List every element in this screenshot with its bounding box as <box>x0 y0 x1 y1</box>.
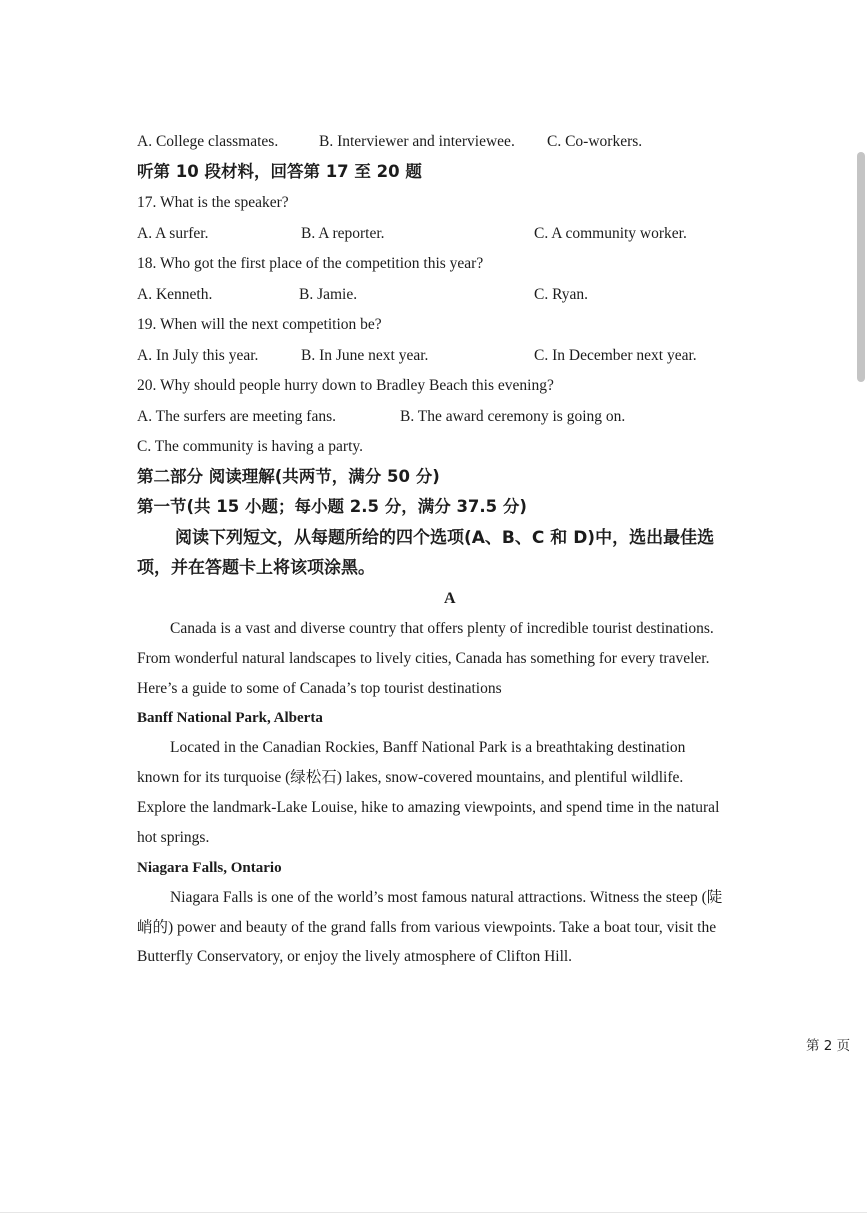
page-number: 第 2 页 <box>806 1038 851 1054</box>
q16-option-a: A. College classmates. <box>137 133 279 150</box>
intro-line-2: From wonderful natural landscapes to lively cities, Canada has something for every traveler. <box>137 650 710 667</box>
banff-line-1: Located in the Canadian Rockies, Banff National Park is a breathtaking destination <box>170 739 686 756</box>
q17-stem: 17. What is the speaker? <box>137 194 289 211</box>
q16-option-c: C. Co-workers. <box>547 133 643 150</box>
niagara-line-2: 峭的) power and beauty of the grand falls from various viewpoints. Take a boat tour, visit the <box>137 919 717 936</box>
q19-stem: 19. When will the next competition be? <box>137 316 382 333</box>
niagara-title: Niagara Falls, Ontario <box>137 860 282 876</box>
q17-option-b: B. A reporter. <box>301 225 385 242</box>
banff-title: Banff National Park, Alberta <box>137 710 323 726</box>
q17-option-c: C. A community worker. <box>534 225 687 242</box>
q17-option-a: A. A surfer. <box>137 225 209 242</box>
intro-line-3: Here’s a guide to some of Canada’s top tourist destinations <box>137 680 502 697</box>
instructions-line-1: 阅读下列短文，从每题所给的四个选项(A、B、C 和 D)中，选出最佳选 <box>175 528 715 548</box>
page-bottom-divider <box>0 1212 867 1213</box>
part-2-heading: 第二部分 阅读理解(共两节，满分 50 分) <box>137 467 440 486</box>
q20-option-c: C. The community is having a party. <box>137 438 364 455</box>
q18-option-b: B. Jamie. <box>299 286 358 303</box>
banff-line-4: hot springs. <box>137 829 210 846</box>
q18-stem: 18. Who got the first place of the competition this year? <box>137 255 484 272</box>
niagara-line-3: Butterfly Conservatory, or enjoy the lively atmosphere of Clifton Hill. <box>137 948 573 965</box>
intro-line-1: Canada is a vast and diverse country that offers plenty of incredible tourist destinations. <box>170 620 714 637</box>
q19-option-c: C. In December next year. <box>534 347 697 364</box>
section-10-heading: 听第 10 段材料，回答第 17 至 20 题 <box>137 162 422 181</box>
banff-line-3: Explore the landmark-Lake Louise, hike to amazing viewpoints, and spend time in the natural <box>137 799 720 816</box>
niagara-line-1: Niagara Falls is one of the world’s most famous natural attractions. Witness the steep (陡 <box>170 889 723 906</box>
q20-option-a: A. The surfers are meeting fans. <box>137 408 336 425</box>
q16-option-b: B. Interviewer and interviewee. <box>319 133 515 150</box>
q20-stem: 20. Why should people hurry down to Bradley Beach this evening? <box>137 377 554 394</box>
banff-line-2: known for its turquoise (绿松石) lakes, snow-covered mountains, and plentiful wildlife. <box>137 769 684 786</box>
q19-option-a: A. In July this year. <box>137 347 259 364</box>
section-1-heading: 第一节(共 15 小题；每小题 2.5 分，满分 37.5 分) <box>137 497 527 516</box>
q20-option-b: B. The award ceremony is going on. <box>400 408 626 425</box>
passage-label: A <box>444 590 456 607</box>
instructions-line-2: 项，并在答题卡上将该项涂黑。 <box>137 558 375 578</box>
q18-option-c: C. Ryan. <box>534 286 589 303</box>
q18-option-a: A. Kenneth. <box>137 286 213 303</box>
vertical-scrollbar[interactable] <box>857 152 865 382</box>
q19-option-b: B. In June next year. <box>301 347 429 364</box>
